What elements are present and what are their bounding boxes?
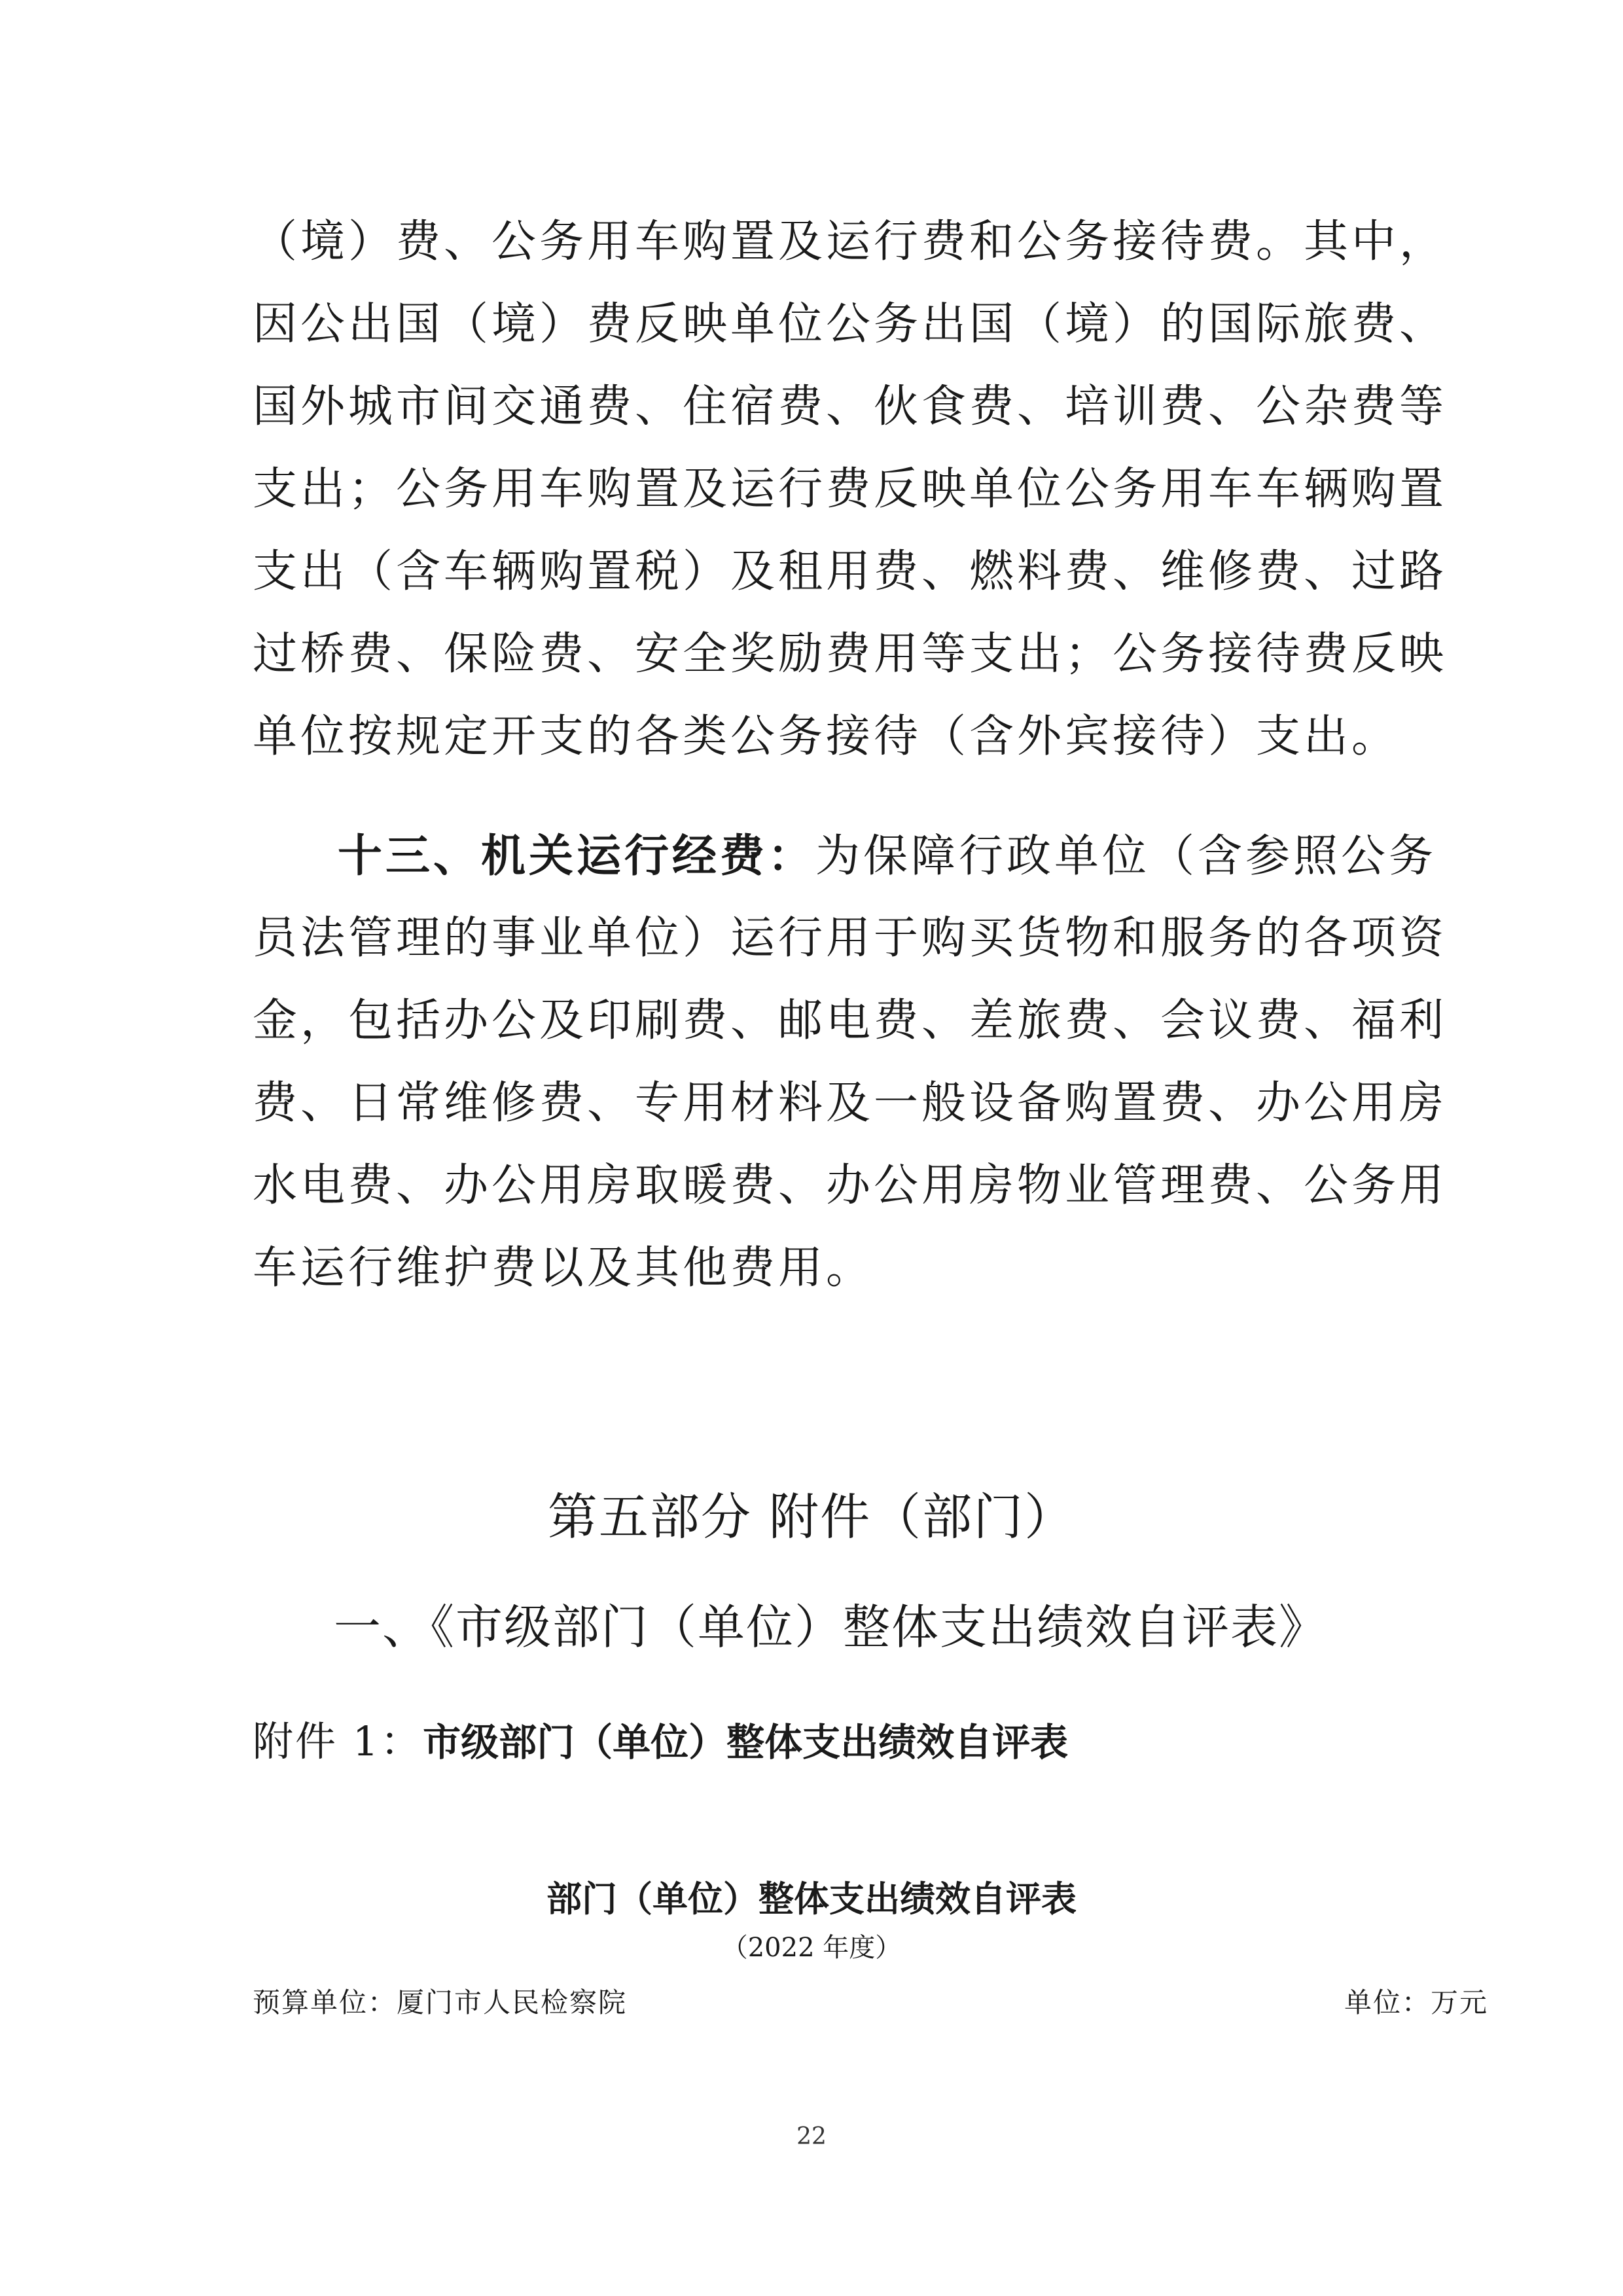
body-line: 因公出国（境）费反映单位公务出国（境）的国际旅费、: [253, 298, 1448, 350]
sub-heading: 一、《市级部门（单位）整体支出绩效自评表》: [334, 1600, 1328, 1655]
attachment-label: 附件 1：: [253, 1717, 423, 1765]
budget-unit: 预算单位：厦门市人民检察院: [253, 1986, 628, 2018]
currency-unit: 单位：万元: [1344, 1986, 1488, 2018]
paragraph-13-line1-rest: 为保障行政单位（含参照公务: [815, 831, 1437, 882]
body-line: 单位按规定开支的各类公务接待（含外宾接待）支出。: [253, 711, 1400, 762]
body-line: 支出；公务用车购置及运行费反映单位公务用车车辆购置: [253, 463, 1448, 515]
body-line: 金，包括办公及印刷费、邮电费、差旅费、会议费、福利: [253, 995, 1448, 1047]
body-line: （境）费、公务用车购置及运行费和公务接待费。其中，: [253, 216, 1448, 268]
body-line: 费、日常维修费、专用材料及一般设备购置费、办公用房: [253, 1077, 1448, 1129]
body-line: 过桥费、保险费、安全奖励费用等支出；公务接待费反映: [253, 628, 1448, 680]
paragraph-13-heading: 十三、机关运行经费：: [338, 830, 816, 882]
attachment-line: [253, 1712, 1068, 1772]
body-line: 支出（含车辆购置税）及租用费、燃料费、维修费、过路: [253, 546, 1448, 598]
body-line: 员法管理的事业单位）运行用于购买货物和服务的各项资: [253, 912, 1448, 964]
body-line: 水电费、办公用房取暖费、办公用房物业管理费、公务用: [253, 1160, 1448, 1211]
body-line: 车运行维护费以及其他费用。: [253, 1242, 874, 1294]
section-title: 第五部分 附件（部门）: [547, 1488, 1076, 1546]
paragraph-13-first-line: [338, 825, 1437, 888]
attachment-title: 市级部门（单位）整体支出绩效自评表: [423, 1720, 1069, 1765]
table-title: 部门（单位）整体支出绩效自评表: [546, 1878, 1077, 1920]
page-number: 22: [796, 2123, 827, 2150]
body-line: 国外城市间交通费、住宿费、伙食费、培训费、公杂费等: [253, 381, 1448, 433]
table-year: （2022 年度）: [721, 1933, 902, 1963]
